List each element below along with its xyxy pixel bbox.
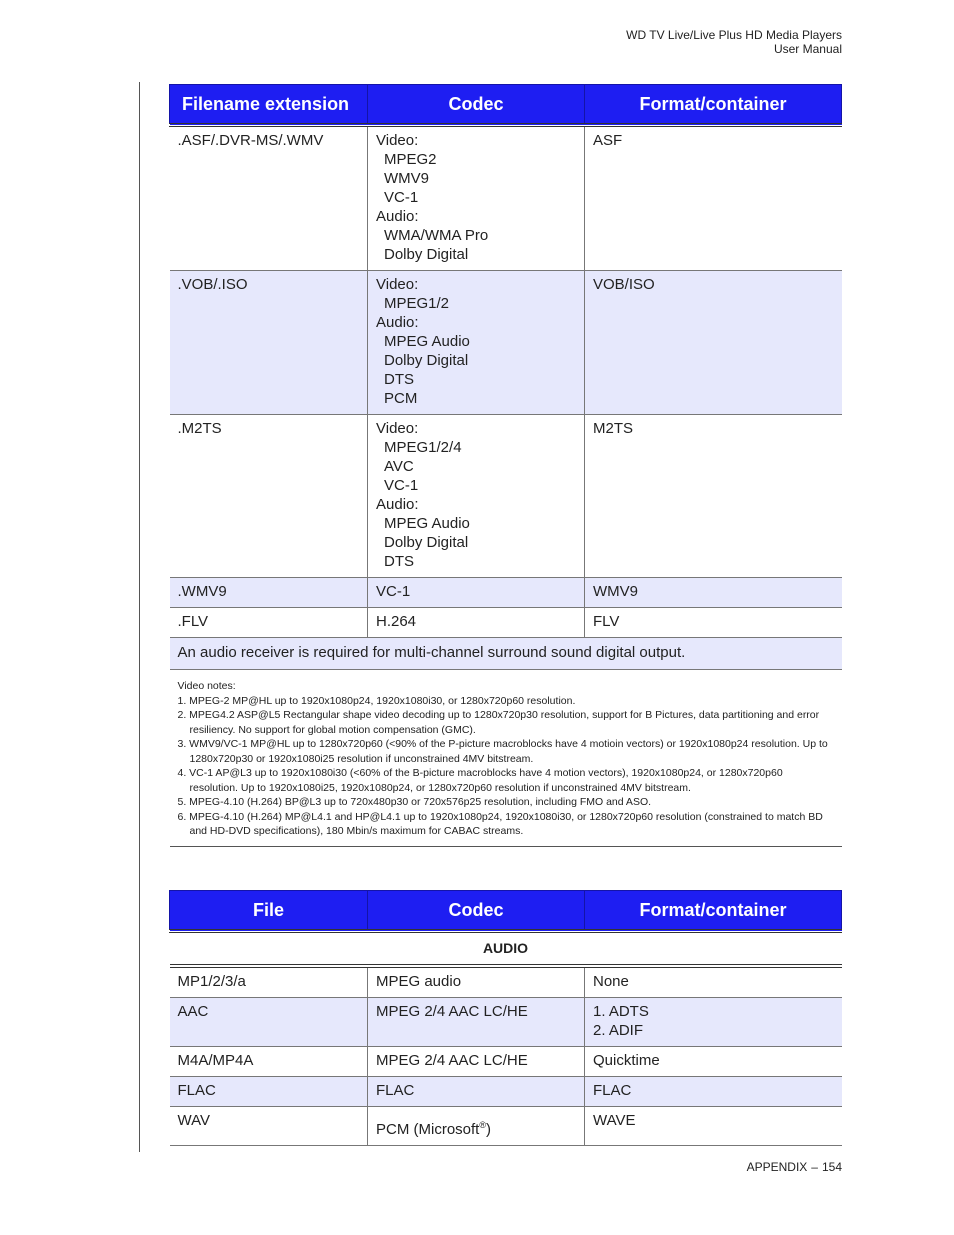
video-note-item: 2. MPEG4.2 ASP@L5 Rectangular shape video decoding up to 1280x720p30 resolution, support for B Pictures, data partitioning and error resiliency. No support for global motion compensation (GMC). <box>177 709 820 736</box>
codec-line: DTS <box>384 553 414 570</box>
audio-receiver-note: An audio receiver is required for multi-channel surround sound digital output. <box>170 638 842 670</box>
table-row <box>170 125 842 271</box>
codec-cell <box>368 415 585 578</box>
codec-cell <box>368 608 585 638</box>
audio-section-label: AUDIO <box>170 931 842 966</box>
file-cell: WAV <box>170 1107 368 1146</box>
audio-section-row <box>170 931 842 966</box>
codec-line: Audio: <box>376 496 419 513</box>
file-cell: M4A/MP4A <box>170 1047 368 1077</box>
table-row <box>170 1047 842 1077</box>
file-cell: AAC <box>170 998 368 1047</box>
format-cell <box>585 966 842 998</box>
codec-line: VC-1 <box>376 583 411 600</box>
audio-receiver-note-row <box>170 638 842 670</box>
codec-line: H.264 <box>376 613 417 630</box>
codec-cell <box>368 1107 585 1146</box>
codec-line: MPEG Audio <box>384 333 470 350</box>
codec-line: Dolby Digital <box>384 352 469 369</box>
codec-line: MPEG1/2 <box>384 295 450 312</box>
format-cell <box>585 1107 842 1146</box>
table-row <box>170 578 842 608</box>
format-cell: FLV <box>585 608 842 638</box>
column-header-format: Format/container <box>585 85 842 126</box>
extension-cell: .VOB/.ISO <box>170 271 368 415</box>
codec-cell <box>368 578 585 608</box>
format-line: WAVE <box>593 1112 636 1129</box>
video-notes-title: Video notes: <box>177 680 236 692</box>
video-note-item: 1. MPEG-2 MP@HL up to 1920x1080p24, 1920x1080i30, or 1280x720p60 resolution. <box>177 694 576 707</box>
codec-line: Video: <box>376 420 419 437</box>
video-note-item: 3. WMV9/VC-1 MP@HL up to 1280x720p60 (<90% of the P-picture macroblocks have 4 motioin vectors) or 1920x1080p24 resolution. Up to 1280x720p30 or 1920x1080i25 resolution if unconstrained 4MV bitstream. <box>177 738 828 765</box>
table-row <box>170 1107 842 1146</box>
codec-line: Audio: <box>376 208 419 225</box>
format-line: 2. ADIF <box>593 1022 644 1039</box>
footer-separator: – <box>811 1160 818 1174</box>
registered-mark: ® <box>479 1120 486 1130</box>
codec-cell: MPEG audio <box>368 966 585 998</box>
extension-cell: .FLV <box>170 608 368 638</box>
codec-text-tail: ) <box>485 1121 491 1138</box>
codec-line: WMV9 <box>384 170 429 187</box>
video-notes <box>170 670 842 847</box>
table-row <box>170 415 842 578</box>
column-header-codec: Codec <box>368 891 585 932</box>
page-number: 154 <box>821 1160 842 1174</box>
format-line: Quicktime <box>593 1052 660 1069</box>
column-header-extension: Filename extension <box>170 85 368 126</box>
audio-formats-table <box>169 890 842 1146</box>
format-cell <box>585 1047 842 1077</box>
codec-line: Dolby Digital <box>384 246 469 263</box>
codec-line: Video: <box>376 132 419 149</box>
codec-line: Audio: <box>376 314 419 331</box>
file-cell: FLAC <box>170 1077 368 1107</box>
codec-line: DTS <box>384 371 414 388</box>
table-row <box>170 998 842 1047</box>
codec-line: MPEG Audio <box>384 515 470 532</box>
table-row <box>170 608 842 638</box>
codec-cell: MPEG 2/4 AAC LC/HE <box>368 998 585 1047</box>
video-note-item: 4. VC-1 AP@L3 up to 1920x1080i30 (<60% of the B-picture macroblocks have 4 motion vectors), 1920x1080p24, or 1280x720p60 resolution. Up to 1920x1080i25, 1920x1080p24, or 1280x720p60 resolution if unconstrained 4MV bitstream. <box>177 767 783 794</box>
format-cell <box>585 998 842 1047</box>
extension-cell: .ASF/.DVR-MS/.WMV <box>170 125 368 271</box>
format-cell: WMV9 <box>585 578 842 608</box>
video-note-item: 6. MPEG-4.10 (H.264) MP@L4.1 and HP@L4.1 up to 1920x1080p24, 1920x1080i30, or 1280x720p60 resolution (constrained to match BD and HD-DVD specifications), 180 Mbin/s maximum for CABAC streams. <box>177 810 823 837</box>
column-header-codec: Codec <box>368 85 585 126</box>
codec-cell: MPEG 2/4 AAC LC/HE <box>368 1047 585 1077</box>
codec-line: MPEG2 <box>384 151 437 168</box>
table-row <box>170 271 842 415</box>
column-header-format: Format/container <box>585 891 842 932</box>
extension-cell: .WMV9 <box>170 578 368 608</box>
format-cell: VOB/ISO <box>585 271 842 415</box>
video-note-item: 5. MPEG-4.10 (H.264) BP@L3 up to 720x480p30 or 720x576p25 resolution, including FMO and ASO. <box>177 796 652 808</box>
codec-text: PCM (Microsoft <box>376 1121 480 1138</box>
table-header-row <box>170 891 842 932</box>
video-notes-list <box>178 694 834 839</box>
codec-cell <box>368 271 585 415</box>
header-product: WD TV Live/Live Plus HD Media Players <box>626 28 842 42</box>
codec-line: AVC <box>384 458 414 475</box>
codec-line: VC-1 <box>384 189 419 206</box>
running-header <box>626 28 842 56</box>
format-cell: ASF <box>585 125 842 271</box>
video-formats-table <box>169 84 842 847</box>
table-header-row <box>170 85 842 126</box>
video-notes-row <box>170 670 842 847</box>
left-margin-rule <box>139 82 140 1152</box>
format-line: None <box>593 973 629 990</box>
page-footer <box>747 1160 842 1174</box>
codec-line: Video: <box>376 276 419 293</box>
format-cell <box>585 1077 842 1107</box>
codec-line: WMA/WMA Pro <box>384 227 489 244</box>
header-doc-type: User Manual <box>773 42 842 56</box>
extension-cell: .M2TS <box>170 415 368 578</box>
footer-section: APPENDIX <box>746 1160 808 1174</box>
codec-line: MPEG1/2/4 <box>384 439 462 456</box>
file-cell: MP1/2/3/a <box>170 966 368 998</box>
format-line: 1. ADTS <box>593 1003 649 1020</box>
codec-cell <box>368 125 585 271</box>
format-line: FLAC <box>593 1082 632 1099</box>
table-row <box>170 1077 842 1107</box>
codec-line: VC-1 <box>384 477 419 494</box>
codec-line: Dolby Digital <box>384 534 469 551</box>
table-row <box>170 966 842 998</box>
format-cell: M2TS <box>585 415 842 578</box>
column-header-file: File <box>170 891 368 932</box>
codec-line: PCM <box>384 390 418 407</box>
codec-cell: FLAC <box>368 1077 585 1107</box>
